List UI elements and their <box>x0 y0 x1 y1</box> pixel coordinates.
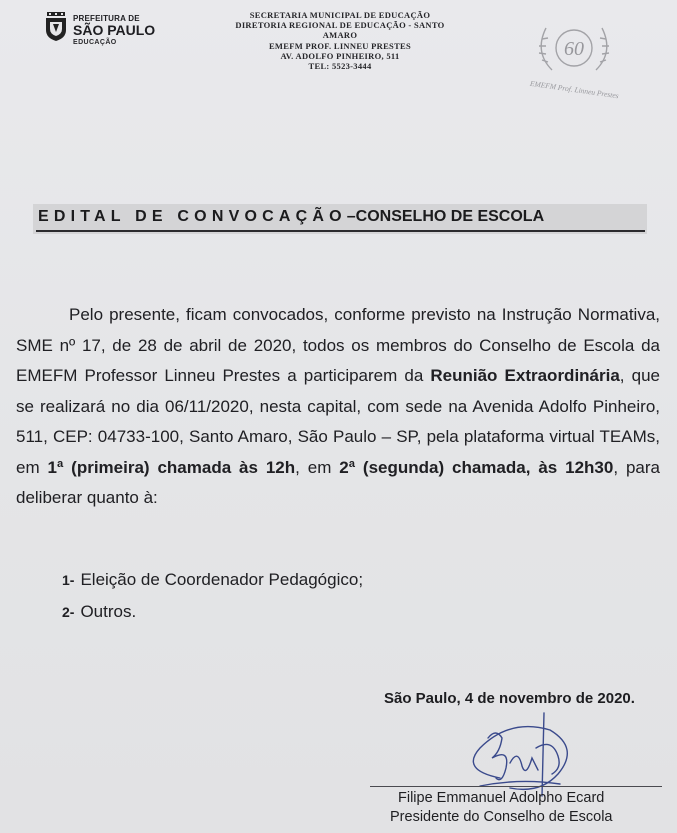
body-text-3: , em <box>295 457 340 477</box>
convocation-paragraph <box>16 300 660 514</box>
title-separator: – <box>346 208 356 225</box>
agenda-text: Eleição de Coordenador Pedagógico; <box>80 570 364 589</box>
first-call-time: 1ª (primeira) chamada às 12h <box>47 457 296 477</box>
body-text-2: , que se realizará no dia 06/11/2020, nesta capital, com sede na Avenida Adolfo Pinheiro, 511, CEP: 04733-100, Santo Amaro, São Paulo – SP, pela plataforma virtual TEAMs, em <box>16 366 660 477</box>
header-line: AV. ADOLFO PINHEIRO, 511 <box>280 50 400 61</box>
place-date: São Paulo, 4 de novembro de 2020. <box>384 690 635 707</box>
title-part2: CONSELHO DE ESCOLA <box>355 208 545 225</box>
handwritten-signature <box>440 708 590 803</box>
header-line: SECRETARIA MUNICIPAL DE EDUCAÇÃO <box>249 10 431 20</box>
institution-header <box>190 10 490 71</box>
agenda-number: 2- <box>62 604 75 620</box>
header-line: TEL: 5523-3444 <box>308 61 372 72</box>
document-title <box>38 208 544 226</box>
list-item <box>62 564 363 596</box>
agenda-text: Outros. <box>80 602 137 621</box>
second-call-time: 2ª (segunda) chamada, às 12h30 <box>339 457 614 477</box>
header-line: DIRETORIA REGIONAL DE EDUCAÇÃO - SANTO <box>235 20 445 31</box>
logo-prefeitura-text: PREFEITURA DE <box>73 14 140 23</box>
logo-city-text: SÃO PAULO <box>73 22 156 38</box>
sao-paulo-crest-icon <box>44 12 68 42</box>
title-part1: EDITAL DE CONVOCAÇÃO <box>38 208 347 225</box>
body-text-1: Pelo presente, ficam convocados, conforme previsto na Instrução Normativa, SME nº 17, de 28 de abril de 2020, todos os membros do Conselho de Escola da EMEFM Professor Linneu Prestes a participarem da <box>16 305 660 385</box>
seal-number: 60 <box>564 38 584 60</box>
logo-department-text: EDUCAÇÃO <box>73 39 117 46</box>
agenda-list <box>62 564 363 628</box>
prefeitura-logo <box>44 12 164 52</box>
body-text-4: , para deliberar quanto à: <box>16 457 660 507</box>
school-anniversary-seal-icon <box>518 8 630 100</box>
seal-caption: EMEFM Prof. Linneu Prestes <box>529 78 620 100</box>
signature-line <box>370 786 662 787</box>
title-underline <box>36 230 645 232</box>
signer-role: Presidente do Conselho de Escola <box>390 809 613 825</box>
signer-name: Filipe Emmanuel Adolpho Ecard <box>398 790 605 806</box>
header-line: AMARO <box>322 30 358 41</box>
list-item <box>62 596 363 628</box>
meeting-type: Reunião Extraordinária <box>430 366 620 385</box>
agenda-number: 1- <box>62 572 75 588</box>
header-line: EMEFM PROF. LINNEU PRESTES <box>268 40 412 51</box>
